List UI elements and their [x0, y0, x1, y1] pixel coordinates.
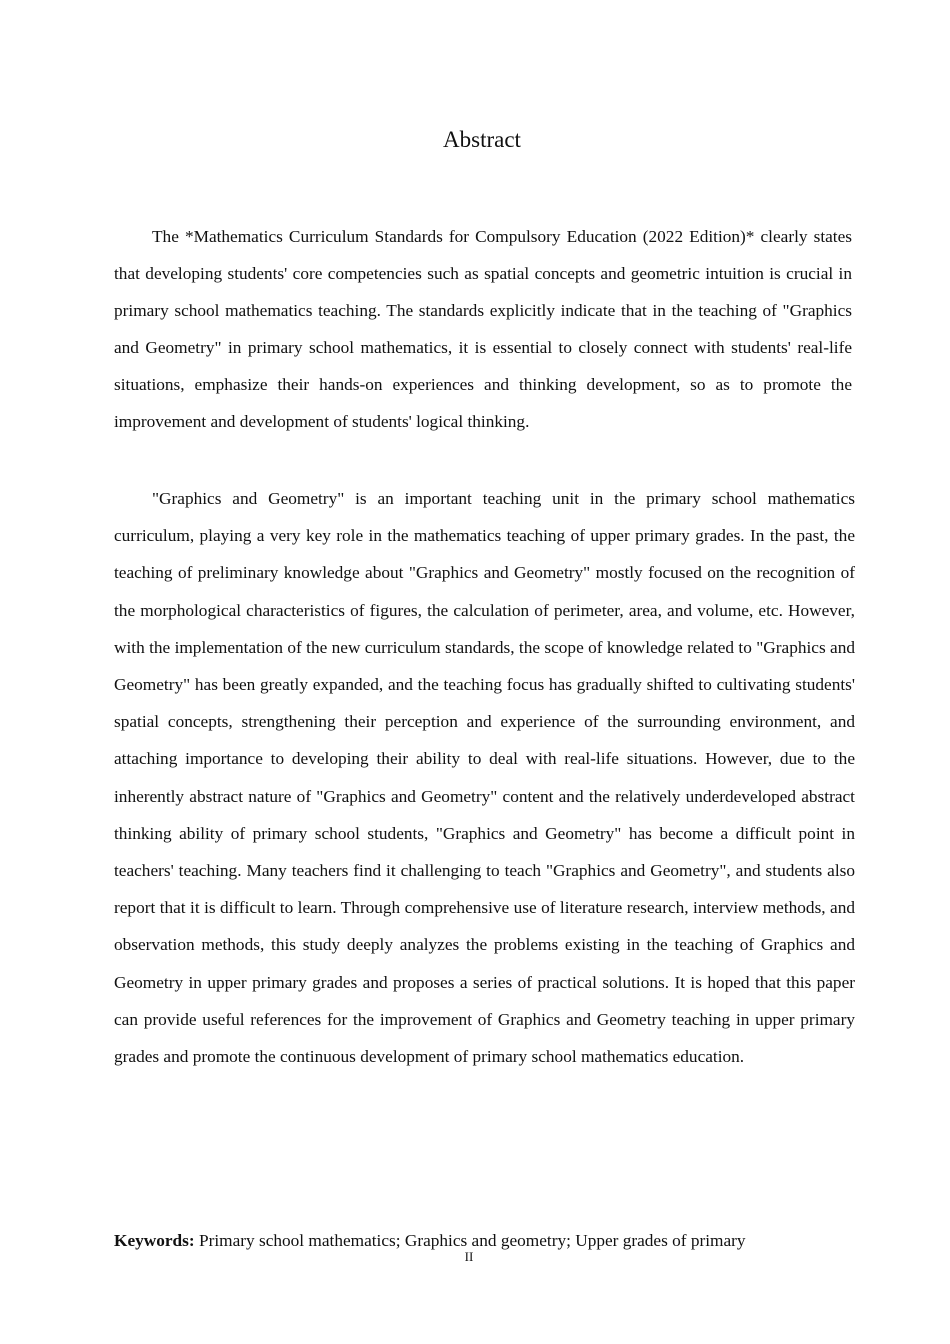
page-number: II	[464, 1249, 474, 1264]
keywords-text: Primary school mathematics; Graphics and geometry; Upper grades of primary	[198, 1231, 746, 1250]
abstract-title: Abstract	[443, 127, 521, 152]
abstract-paragraph-2: "Graphics and Geometry" is an important teaching unit in the primary school mathematics curriculum, playing a very key role in the mathematics teaching of upper primary grades. In the past, the teaching of preliminary knowledge about "Graphics and Geometry" mostly focused on the recognition of the morphological characteristics of figures, the calculation of perimeter, area, and volume, etc. However, with the implementation of the new curriculum standards, the scope of knowledge related to "Graphics and Geometry" has been greatly expanded, and the teaching focus has gradually shifted to cultivating students' spatial concepts, strengthening their perception and experience of the surrounding environment, and attaching importance to developing their ability to deal with real-life situations. However, due to the inherently abstract nature of "Graphics and Geometry" content and the relatively underdeveloped abstract thinking ability of primary school students, "Graphics and Geometry" has become a difficult point in teachers' teaching. Many teachers find it challenging to teach "Graphics and Geometry", and students also report that it is difficult to learn. Through comprehensive use of literature research, interview methods, and observation methods, this study deeply analyzes the problems existing in the teaching of Graphics and Geometry in upper primary grades and proposes a series of practical solutions. It is hoped that this paper can provide useful references for the improvement of Graphics and Geometry teaching in upper primary grades and promote the continuous development of primary school mathematics education.	[114, 489, 855, 1067]
keywords-label: Keywords:	[114, 1231, 195, 1250]
abstract-paragraph-1: The *Mathematics Curriculum Standards for Compulsory Education (2022 Edition)* clearly states that developing students' core competencies such as spatial concepts and geometric intuition is crucial in primary school mathematics teaching. The standards explicitly indicate that in the teaching of "Graphics and Geometry" in primary school mathematics, it is essential to closely connect with students' real-life situations, emphasize their hands-on experiences and thinking development, so as to promote the improvement and development of students' logical thinking.	[114, 227, 852, 431]
